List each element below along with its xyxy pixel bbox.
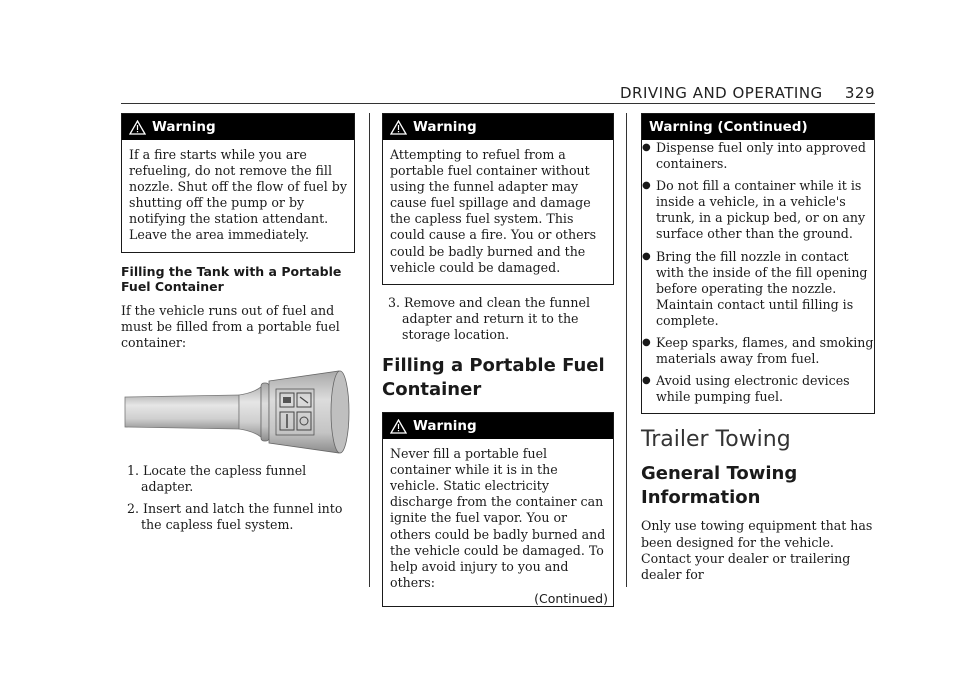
funnel-adapter-illustration xyxy=(121,367,355,457)
warning-title: Warning xyxy=(413,119,477,135)
step-item: 1. Locate the capless funnel adapter. xyxy=(127,462,307,494)
step-item: 3. Remove and clean the funnel adapter and return it to the storage location. xyxy=(388,294,590,342)
list-item: ● Bring the fill nozzle in contact with the inside of the fill opening before operating the nozzle. Maintain contact until filling is complete. xyxy=(642,248,868,328)
warning-bullet-list xyxy=(642,140,874,413)
chapter-title: Trailer Towing xyxy=(641,427,791,453)
warning-title: Warning xyxy=(413,418,477,435)
bullet-dot-icon: ● xyxy=(642,250,651,262)
running-header xyxy=(620,84,875,102)
intro-paragraph: If the vehicle runs out of fuel and must be filled from a portable fuel container: xyxy=(121,302,340,350)
warning-triangle-icon xyxy=(129,120,146,135)
warning-header xyxy=(122,114,354,140)
warning-box xyxy=(382,412,614,607)
warning-title: Warning (Continued) xyxy=(649,119,808,135)
warning-box xyxy=(382,113,614,285)
column-divider xyxy=(369,113,370,587)
bullet-dot-icon: ● xyxy=(642,142,651,153)
bullet-dot-icon: ● xyxy=(642,337,651,349)
page-number: 329 xyxy=(844,84,875,102)
warning-triangle-icon xyxy=(390,120,407,135)
column-2 xyxy=(382,113,614,607)
warning-title: Warning xyxy=(152,119,216,135)
list-item: ● Do not fill a container while it is inside a vehicle, in a vehicle's trunk, in a pickup bed, or on any surface other than the ground. xyxy=(642,178,866,242)
warning-header xyxy=(383,114,613,140)
list-item: ● Dispense fuel only into approved containers. xyxy=(642,140,866,172)
continued-label: (Continued) xyxy=(534,590,608,606)
column-1 xyxy=(121,113,355,533)
column-divider xyxy=(626,113,627,587)
bullet-dot-icon: ● xyxy=(642,375,651,387)
warning-box xyxy=(121,113,355,253)
warning-body: If a fire starts while you are refueling, do not remove the fill nozzle. Shut off the flow of fuel by shutting off the pump or by notifying the station attendant. Leave the area immediately. xyxy=(129,147,347,243)
warning-body: Attempting to refuel from a portable fuel container without using the funnel adapter may cause fuel spillage and damage the capless fuel system. This could cause a fire. You or others could be badly burned and the vehicle could be damaged. xyxy=(390,147,597,275)
header-rule xyxy=(121,103,875,104)
step-item: 2. Insert and latch the funnel into the capless fuel system. xyxy=(127,501,343,533)
list-item: ● Keep sparks, flames, and smoking materials away from fuel. xyxy=(642,335,874,367)
section-heading: General Towing Information xyxy=(641,463,798,509)
warning-header xyxy=(642,114,874,140)
section-name: DRIVING AND OPERATING xyxy=(620,84,823,102)
warning-box xyxy=(641,113,875,414)
warning-triangle-icon xyxy=(390,419,407,434)
section-heading: Filling a Portable Fuel Container xyxy=(382,355,605,401)
bullet-dot-icon: ● xyxy=(642,180,651,192)
warning-body: Never fill a portable fuel container while it is in the vehicle. Static electricity discharge from the container can ignite the fuel vapor. You or others could be badly burned and the vehicle could be damaged. To help avoid injury to you and others: xyxy=(390,446,606,590)
list-item: ● Avoid using electronic devices while pumping fuel. xyxy=(642,373,850,405)
subheading: Filling the Tank with a Portable Fuel Container xyxy=(121,263,342,295)
warning-header xyxy=(383,413,613,439)
body-paragraph: Only use towing equipment that has been designed for the vehicle. Contact your dealer or trailering dealer for xyxy=(641,518,873,582)
column-3 xyxy=(641,113,875,583)
